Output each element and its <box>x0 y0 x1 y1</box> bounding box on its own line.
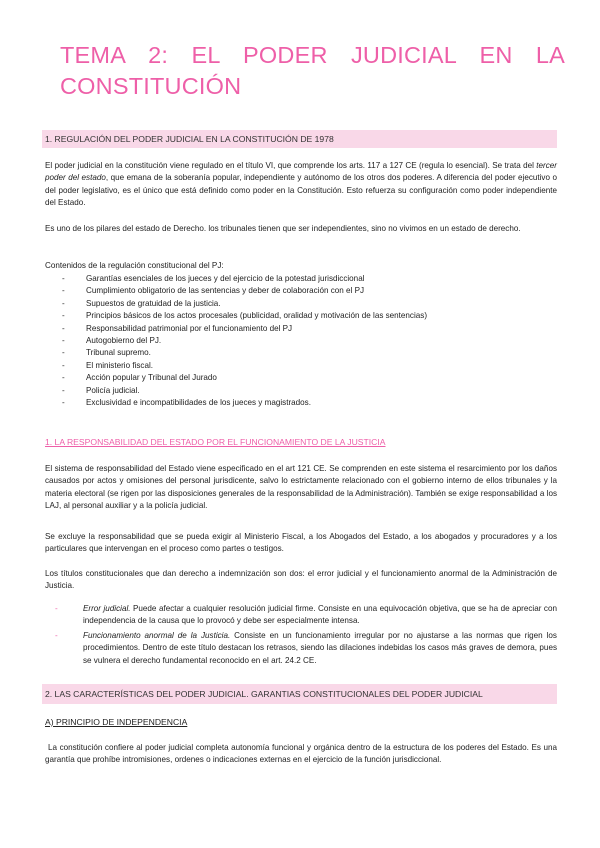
dash-bullet: - <box>62 286 65 296</box>
section-1-paragraph-1 <box>45 160 557 210</box>
paragraph-text: El poder judicial en la constitución viene regulado en el título VI, que comprende los arts. 117 a 127 CE (regula lo esencial). Se trata del <box>45 161 537 170</box>
principle-subheading: A) PRINCIPIO DE INDEPENDENCIA <box>45 717 188 727</box>
dash-bullet: - <box>62 274 65 283</box>
list-item-text: Supuestos de gratuidad de la justicia. <box>86 298 221 308</box>
section-1-paragraph-2: Es uno de los pilares del estado de Derecho. los tribunales tienen que ser independientes, sino no vivimos en un estado de derecho. <box>45 224 521 233</box>
list-item-text: Cumplimiento obligatorio de las sentencias y deber de colaboración con el PJ <box>86 286 365 296</box>
section-3-paragraph-1: La constitución confiere al poder judicial completa autonomía funcional y orgánica dentro de la estructura de los poderes del Estado. Es una garantía que prohíbe intromisiones, ordenes o indicaciones externas en el ejercicio de la función jurisdiccional. <box>45 743 557 765</box>
dash-bullet: - <box>62 298 65 308</box>
dash-bullet: - <box>62 323 65 333</box>
section-2-heading: 1. LA RESPONSABILIDAD DEL ESTADO POR EL FUNCIONAMIENTO DE LA JUSTICIA <box>45 437 386 447</box>
dash-bullet: - <box>62 311 65 321</box>
list-item <box>62 310 427 322</box>
list-item-text: Exclusividad e incompatibilidades de los jueces y magistrados. <box>86 397 311 407</box>
list-item-text: Responsabilidad patrimonial por el funcionamiento del PJ <box>86 323 293 333</box>
section-2-paragraph-3: Los títulos constitucionales que dan derecho a indemnización son dos: el error judicial y el funcionamiento anormal de la Administración de Justicia. <box>45 569 557 591</box>
list-item-text: Policía judicial. <box>86 385 140 395</box>
list-item-text: Tribunal supremo. <box>86 348 151 358</box>
section-2-paragraph-1: El sistema de responsabilidad del Estado viene especificado en el art 121 CE. Se comprenden en este sistema el resarcimiento por los daños causados por actos y omisiones del personal jurisdicente, salvo lo estrictamente relacionado con el gobierno interno de ellos tribunales y la materia electoral (se rigen por las disposiciones generales de la responsabilidad de la Administración). También se exige responsabilidad a los LAJ, al personal auxiliar y a la policía judicial. <box>45 464 557 511</box>
list-item <box>62 298 427 310</box>
list-item <box>62 347 427 359</box>
dash-bullet: - <box>62 385 65 395</box>
contents-list <box>62 273 427 409</box>
list-item-text: Principios básicos de los actos procesales (publicidad, oralidad y motivación de las sentencias) <box>86 311 428 321</box>
dash-bullet: - <box>62 360 65 370</box>
section-2-paragraph-2: Se excluye la responsabilidad que se pueda exigir al Ministerio Fiscal, a los Abogados del Estado, a los abogados y procuradores y a los particulares que intervengan en el proceso como partes o testigos. <box>45 532 557 554</box>
paragraph-text: , que emana de la soberanía popular, independiente y autónomo de los otros dos poderes. A diferencia del poder ejecutivo o del poder legislativo, es el único que está definido como poder en la Constitución. Esto refuerza su configuración como poder independiente del Estado. <box>45 173 557 208</box>
list-item-text: El ministerio fiscal. <box>86 360 154 370</box>
paragraph-italic-text: tercer poder del estado <box>45 161 557 183</box>
page-title: TEMA 2: EL PODER JUDICIAL EN LA CONSTITUCIÓN <box>60 42 565 99</box>
list-item-text: Puede afectar a cualquier resolución judicial firme. Consiste en una equivocación objetiva, que se ha de apreciar con independencia de la causa que lo provocó y debe ser especialmente intensa. <box>83 604 557 626</box>
list-item <box>62 335 427 347</box>
list-item <box>55 630 557 667</box>
list-item-italic-text: Error judicial. <box>83 604 131 613</box>
list-item <box>62 397 427 409</box>
section-3-heading: 2. LAS CARACTERÍSTICAS DEL PODER JUDICIAL. GARANTIAS CONSTITUCIONALES DEL PODER JUDICIAL <box>45 689 483 699</box>
list-item <box>62 385 427 397</box>
list-item <box>55 603 557 628</box>
dash-bullet: - <box>55 604 58 613</box>
list-item <box>62 323 427 335</box>
list-item <box>62 360 427 372</box>
list-item-text: Garantías esenciales de los jueces y del ejercicio de la potestad jurisdiccional <box>86 274 365 283</box>
list-item-italic-text: Funcionamiento anormal de la Justicia. <box>83 630 231 640</box>
list-item-text: Autogobierno del PJ. <box>86 335 162 345</box>
list-intro: Contenidos de la regulación constitucional del PJ: <box>45 261 224 270</box>
dash-bullet: - <box>62 397 65 407</box>
list-item <box>62 285 427 297</box>
dash-bullet: - <box>62 348 65 358</box>
dash-bullet: - <box>55 630 58 640</box>
list-item-text: Acción popular y Tribunal del Jurado <box>86 373 217 383</box>
dash-bullet: - <box>62 335 65 345</box>
list-item <box>62 372 427 384</box>
section-1-heading: 1. REGULACIÓN DEL PODER JUDICIAL EN LA CONSTITUCIÓN DE 1978 <box>45 134 334 144</box>
list-item-text: Consiste en un funcionamiento irregular por no ajustarse a las normas que rigen los procedimientos. Dentro de este título destacan los retrasos, siendo las dilaciones indebidas los casos más graves de demora, pues se vulnera el derecho fundamental reconocido en el art. 24.2 CE. <box>83 630 557 665</box>
indemnity-titles-list <box>55 603 557 669</box>
dash-bullet: - <box>62 373 65 383</box>
list-item <box>62 273 427 285</box>
